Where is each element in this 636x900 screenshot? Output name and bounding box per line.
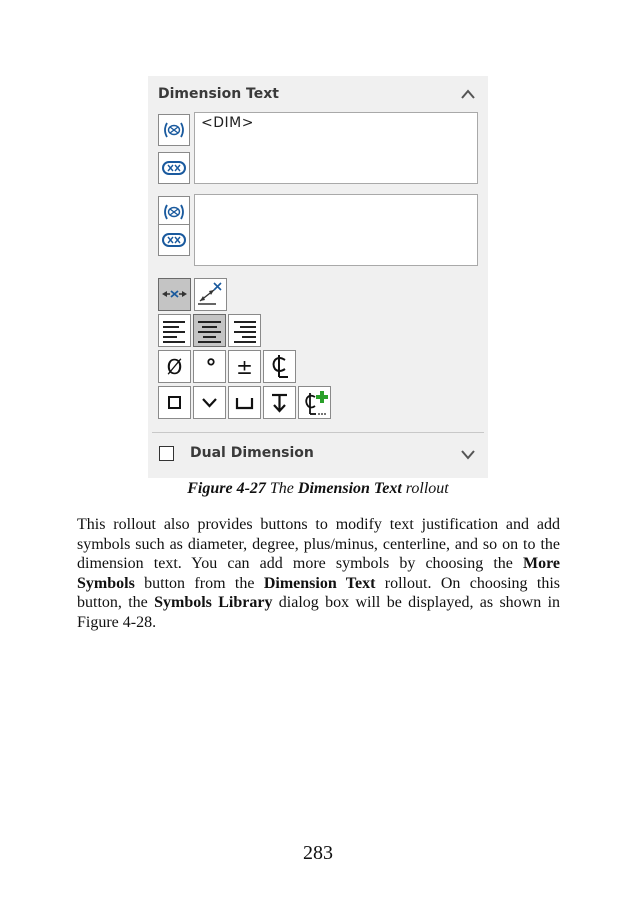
align-right-button[interactable] xyxy=(228,314,261,347)
dual-dimension-label: Dual Dimension xyxy=(190,445,314,461)
dual-dimension-row[interactable] xyxy=(148,438,488,472)
plus-minus-symbol-button[interactable] xyxy=(228,350,261,383)
offset-text-icon xyxy=(159,279,190,310)
paragraph-bold-symbols-library: Symbols Library xyxy=(154,594,273,612)
align-left-button[interactable] xyxy=(158,314,191,347)
paragraph-bold-more-symbols: More Symbols xyxy=(77,555,560,592)
square-icon xyxy=(159,387,190,418)
paragraph-text-1: This rollout also provides buttons to modify text justification and add symbols such as diameter, degree, plus/minus, centerline, and so on to the dimension text. You can add more symbols by choosing the xyxy=(77,516,560,573)
rollout-divider xyxy=(152,432,484,433)
inspection-dimension-icon xyxy=(159,153,189,183)
witness-text-button[interactable] xyxy=(194,278,227,311)
counterbore-icon xyxy=(229,387,260,418)
chevron-down-icon[interactable] xyxy=(460,448,476,460)
figure-caption xyxy=(0,480,636,498)
paragraph-text-3: rollout. On choosing this button, the xyxy=(77,574,560,612)
align-center-button[interactable] xyxy=(193,314,226,347)
diameter-symbol-button[interactable] xyxy=(158,350,191,383)
depth-symbol-button[interactable] xyxy=(263,386,296,419)
add-parentheses-button[interactable] xyxy=(158,114,190,146)
square-symbol-button[interactable] xyxy=(158,386,191,419)
more-symbols-icon xyxy=(299,387,330,418)
paragraph-text-4: dialog box will be displayed, as shown in Figure 4-28. xyxy=(77,594,561,631)
caption-text-2: rollout xyxy=(401,480,449,497)
degree-icon xyxy=(194,351,225,382)
svg-text:±: ± xyxy=(236,355,253,379)
diameter-icon xyxy=(159,351,190,382)
inspection-dimension-button-lower[interactable] xyxy=(158,224,190,256)
more-symbols-button[interactable] xyxy=(298,386,331,419)
svg-text:Ø: Ø xyxy=(166,355,183,379)
chevron-up-icon[interactable] xyxy=(460,88,476,100)
degree-symbol-button[interactable] xyxy=(193,350,226,383)
body-paragraph xyxy=(77,515,560,633)
offset-text-button[interactable] xyxy=(158,278,191,311)
dimension-text-field-lower[interactable] xyxy=(194,194,478,266)
parentheses-icon xyxy=(159,115,189,145)
plus-minus-icon xyxy=(229,351,260,382)
depth-icon xyxy=(264,387,295,418)
rollout-header[interactable] xyxy=(148,76,488,112)
align-left-icon xyxy=(159,315,190,346)
paragraph-bold-dimension-text: Dimension Text xyxy=(263,574,376,592)
caption-bold-name: Dimension Text xyxy=(297,480,402,497)
dimension-text-value: <DIM> xyxy=(201,115,254,131)
countersink-symbol-button[interactable] xyxy=(193,386,226,419)
counterbore-symbol-button[interactable] xyxy=(228,386,261,419)
align-right-icon xyxy=(229,315,260,346)
countersink-icon xyxy=(194,387,225,418)
paragraph-text-2: button from the xyxy=(134,574,264,592)
inspection-dimension-icon xyxy=(159,225,189,255)
svg-text:°: ° xyxy=(205,356,217,381)
page-number: 283 xyxy=(303,842,333,864)
dual-dimension-checkbox[interactable] xyxy=(159,446,174,461)
centerline-icon xyxy=(264,351,295,382)
centerline-symbol-button[interactable] xyxy=(263,350,296,383)
dimension-text-rollout xyxy=(148,76,488,478)
parentheses-icon xyxy=(159,197,189,227)
dimension-text-field-upper[interactable] xyxy=(194,112,478,184)
rollout-title: Dimension Text xyxy=(158,86,279,102)
inspection-dimension-button[interactable] xyxy=(158,152,190,184)
align-center-icon xyxy=(194,315,225,346)
caption-text-1: The xyxy=(265,480,298,497)
figure-label: Figure 4-27 xyxy=(187,480,266,497)
witness-text-icon xyxy=(195,279,226,310)
